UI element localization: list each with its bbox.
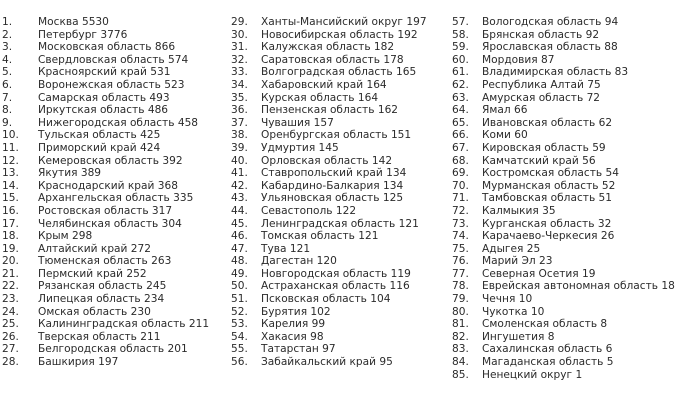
list-item (231, 306, 427, 319)
list-item-text: Красноярский край 531 (38, 66, 171, 79)
list-item-number: 4. (2, 53, 13, 66)
list-item-number: 74. (452, 230, 469, 243)
list-item (2, 268, 209, 281)
list-item-number: 14. (2, 179, 19, 192)
list-item-text: Саратовская область 178 (261, 53, 404, 66)
list-item-number: 9. (2, 116, 13, 129)
list-item-number: 51. (231, 293, 248, 306)
list-item-text: Тува 121 (261, 242, 311, 255)
list-item-text: Удмуртия 145 (261, 141, 339, 154)
list-item (2, 343, 209, 356)
list-item (452, 41, 675, 54)
list-item (231, 293, 427, 306)
list-item-number: 28. (2, 356, 19, 369)
list-item-number: 83. (452, 343, 469, 356)
list-item-text: Мордовия 87 (482, 53, 555, 66)
list-item-text: Владимирская область 83 (482, 66, 629, 79)
list-item-text: Пермский край 252 (38, 267, 147, 280)
list-item-number: 77. (452, 267, 469, 280)
list-item (231, 280, 427, 293)
list-item-text: Рязанская область 245 (38, 280, 167, 293)
list-item-text: Оренбургская область 151 (261, 129, 412, 142)
list-item-text: Пензенская область 162 (261, 104, 399, 117)
list-item-text: Костромская область 54 (482, 167, 620, 180)
list-item (231, 92, 427, 105)
list-item-text: Кабардино-Балкария 134 (261, 179, 404, 192)
list-item (231, 79, 427, 92)
list-item-number: 70. (452, 179, 469, 192)
list-item (452, 16, 675, 29)
list-item-text: Курская область 164 (261, 91, 379, 104)
list-item-text: Коми 60 (482, 129, 528, 142)
list-item-number: 80. (452, 305, 469, 318)
list-item (231, 129, 427, 142)
list-item-text: Хакасия 98 (261, 330, 324, 343)
list-item (2, 243, 209, 256)
list-item (2, 218, 209, 231)
list-item-text: Псковская область 104 (261, 293, 391, 306)
list-item-number: 23. (2, 293, 19, 306)
list-item (231, 41, 427, 54)
list-item (452, 218, 675, 231)
list-item (452, 29, 675, 42)
list-item-text: Республика Алтай 75 (482, 78, 601, 91)
list-item (452, 142, 675, 155)
list-item (231, 318, 427, 331)
list-item (231, 117, 427, 130)
list-item-text: Якутия 389 (38, 167, 102, 180)
list-item-text: Петербург 3776 (38, 28, 128, 41)
list-item-text: Иркутская область 486 (38, 104, 169, 117)
list-item (452, 293, 675, 306)
list-item-text: Чукотка 10 (482, 305, 545, 318)
list-item-number: 71. (452, 192, 469, 205)
list-item-text: Чувашия 157 (261, 116, 334, 129)
list-item (2, 255, 209, 268)
list-item-number: 43. (231, 192, 248, 205)
list-item-number: 73. (452, 217, 469, 230)
list-item-number: 57. (452, 16, 469, 28)
list-item-number: 49. (231, 267, 248, 280)
list-item (452, 369, 675, 382)
list-item-text: Нижегородская область 458 (38, 116, 199, 129)
list-item-text: Ивановская область 62 (482, 116, 613, 129)
list-item-text: Тамбовская область 51 (482, 192, 613, 205)
list-item-text: Тверская область 211 (38, 330, 161, 343)
list-item-number: 44. (231, 204, 248, 217)
list-column-3 (452, 16, 675, 381)
list-item (2, 142, 209, 155)
list-item-number: 85. (452, 368, 469, 381)
list-item (2, 280, 209, 293)
list-item (452, 255, 675, 268)
list-column-2 (231, 16, 427, 369)
list-item (452, 318, 675, 331)
list-item-number: 56. (231, 356, 248, 369)
list-item (2, 41, 209, 54)
list-item (231, 255, 427, 268)
list-item-text: Ленинградская область 121 (261, 217, 419, 230)
list-item-text: Ханты-Мансийский округ 197 (261, 16, 427, 28)
list-item-number: 42. (231, 179, 248, 192)
list-item (231, 142, 427, 155)
list-item-number: 68. (452, 154, 469, 167)
list-item-text: Забайкальский край 95 (261, 356, 393, 369)
list-item-text: Астраханская область 116 (261, 280, 410, 293)
list-item (2, 117, 209, 130)
list-item-number: 5. (2, 66, 13, 79)
list-item-text: Волгоградская область 165 (261, 66, 417, 79)
list-item-text: Камчатский край 56 (482, 154, 596, 167)
list-item-text: Орловская область 142 (261, 154, 393, 167)
list-item-text: Хабаровский край 164 (261, 78, 387, 91)
list-item-text: Омская область 230 (38, 305, 151, 318)
list-item-number: 3. (2, 41, 13, 54)
list-item-number: 64. (452, 104, 469, 117)
list-item-number: 33. (231, 66, 248, 79)
list-item (2, 230, 209, 243)
list-item-text: Крым 298 (38, 230, 93, 243)
list-item (231, 180, 427, 193)
list-item-number: 52. (231, 305, 248, 318)
list-item-number: 38. (231, 129, 248, 142)
list-item-number: 61. (452, 66, 469, 79)
list-item (2, 167, 209, 180)
list-item-text: Вологодская область 94 (482, 16, 619, 28)
list-item-number: 32. (231, 53, 248, 66)
list-item-text: Ингушетия 8 (482, 330, 555, 343)
list-item-text: Москва 5530 (38, 16, 109, 28)
list-item-number: 41. (231, 167, 248, 180)
list-item-number: 8. (2, 104, 13, 117)
list-item-number: 29. (231, 16, 248, 28)
list-item-number: 48. (231, 255, 248, 268)
list-item-text: Еврейская автономная область 18 (482, 280, 675, 293)
list-item-text: Тульская область 425 (38, 129, 161, 142)
list-item-number: 26. (2, 330, 19, 343)
list-item (452, 306, 675, 319)
list-item-text: Новгородская область 119 (261, 267, 411, 280)
list-item (2, 205, 209, 218)
list-item-number: 69. (452, 167, 469, 180)
list-item-text: Краснодарский край 368 (38, 179, 178, 192)
list-item-text: Ярославская область 88 (482, 41, 618, 54)
list-item (452, 243, 675, 256)
list-item (2, 54, 209, 67)
list-item (2, 192, 209, 205)
list-item-number: 11. (2, 141, 19, 154)
list-item-number: 75. (452, 242, 469, 255)
list-item-number: 78. (452, 280, 469, 293)
list-item-text: Кемеровская область 392 (38, 154, 183, 167)
list-item-number: 16. (2, 204, 19, 217)
list-item-text: Брянская область 92 (482, 28, 600, 41)
list-item-number: 27. (2, 343, 19, 356)
list-item-text: Севастополь 122 (261, 204, 357, 217)
list-item-text: Бурятия 102 (261, 305, 331, 318)
list-item-number: 58. (452, 28, 469, 41)
list-item-number: 39. (231, 141, 248, 154)
list-item-number: 22. (2, 280, 19, 293)
list-item-text: Дагестан 120 (261, 255, 337, 268)
list-item (452, 343, 675, 356)
list-item-text: Ненецкий округ 1 (482, 368, 583, 381)
list-item-number: 2. (2, 28, 13, 41)
list-item (452, 155, 675, 168)
list-item (2, 318, 209, 331)
list-item (452, 117, 675, 130)
list-item (2, 29, 209, 42)
list-item-number: 67. (452, 141, 469, 154)
list-item-number: 15. (2, 192, 19, 205)
list-item-text: Калининградская область 211 (38, 318, 210, 331)
list-item-number: 84. (452, 356, 469, 369)
list-item-text: Ульяновская область 125 (261, 192, 404, 205)
list-item-text: Карелия 99 (261, 318, 326, 331)
list-item-number: 60. (452, 53, 469, 66)
list-item-text: Ямал 66 (482, 104, 528, 117)
list-item-number: 21. (2, 267, 19, 280)
list-item-text: Марий Эл 23 (482, 255, 553, 268)
list-item (452, 92, 675, 105)
list-item (231, 218, 427, 231)
list-item-number: 82. (452, 330, 469, 343)
list-item (452, 192, 675, 205)
list-item (231, 343, 427, 356)
list-item-text: Новосибирская область 192 (261, 28, 418, 41)
list-item-text: Воронежская область 523 (38, 78, 185, 91)
list-item-number: 62. (452, 78, 469, 91)
list-item-number: 25. (2, 318, 19, 331)
list-item-text: Свердловская область 574 (38, 53, 189, 66)
list-item (2, 104, 209, 117)
list-item-number: 46. (231, 230, 248, 243)
list-item-text: Башкирия 197 (38, 356, 119, 369)
list-item (2, 16, 209, 29)
list-item (231, 268, 427, 281)
list-item-text: Амурская область 72 (482, 91, 601, 104)
list-item (2, 79, 209, 92)
list-item-number: 45. (231, 217, 248, 230)
list-item-number: 59. (452, 41, 469, 54)
list-item-text: Челябинская область 304 (38, 217, 182, 230)
list-item-text: Курганская область 32 (482, 217, 612, 230)
list-item (231, 104, 427, 117)
list-item-text: Магаданская область 5 (482, 356, 614, 369)
list-item-number: 17. (2, 217, 19, 230)
list-item-text: Самарская область 493 (38, 91, 170, 104)
list-item-number: 35. (231, 91, 248, 104)
list-item-text: Северная Осетия 19 (482, 267, 596, 280)
list-item (231, 230, 427, 243)
list-item (2, 306, 209, 319)
list-item-number: 34. (231, 78, 248, 91)
list-item (2, 66, 209, 79)
list-item-number: 24. (2, 305, 19, 318)
list-item-number: 37. (231, 116, 248, 129)
list-item (231, 205, 427, 218)
list-item-number: 50. (231, 280, 248, 293)
list-item-number: 18. (2, 230, 19, 243)
list-item (452, 331, 675, 344)
list-item (231, 356, 427, 369)
list-item (231, 54, 427, 67)
list-item (231, 192, 427, 205)
list-item (452, 129, 675, 142)
list-item-text: Тюменская область 263 (38, 255, 172, 268)
list-item (231, 16, 427, 29)
list-item (231, 155, 427, 168)
list-item-text: Калмыкия 35 (482, 204, 556, 217)
list-item (2, 155, 209, 168)
list-item (231, 66, 427, 79)
list-item-number: 81. (452, 318, 469, 331)
list-item (231, 167, 427, 180)
list-item-text: Ростовская область 317 (38, 204, 173, 217)
list-item (452, 66, 675, 79)
list-item (452, 54, 675, 67)
list-item-text: Карачаево-Черкесия 26 (482, 230, 615, 243)
list-item (2, 92, 209, 105)
list-item (452, 280, 675, 293)
list-item (452, 167, 675, 180)
list-item-number: 20. (2, 255, 19, 268)
list-item-number: 13. (2, 167, 19, 180)
list-item-number: 54. (231, 330, 248, 343)
list-item-text: Мурманская область 52 (482, 179, 616, 192)
list-item (2, 356, 209, 369)
list-item (452, 205, 675, 218)
list-item-text: Архангельская область 335 (38, 192, 194, 205)
list-item-text: Калужская область 182 (261, 41, 395, 54)
list-column-1 (2, 16, 209, 369)
list-item-text: Адыгея 25 (482, 242, 541, 255)
list-item (452, 180, 675, 193)
list-item-number: 79. (452, 293, 469, 306)
list-item-number: 53. (231, 318, 248, 331)
list-item-text: Смоленская область 8 (482, 318, 608, 331)
list-item-text: Московская область 866 (38, 41, 176, 54)
list-item (452, 356, 675, 369)
list-item-number: 36. (231, 104, 248, 117)
list-item-number: 76. (452, 255, 469, 268)
list-item-text: Липецкая область 234 (38, 293, 165, 306)
list-item-text: Кировская область 59 (482, 141, 606, 154)
list-item-text: Приморский край 424 (38, 141, 161, 154)
list-item-text: Белгородская область 201 (38, 343, 188, 356)
list-item-number: 19. (2, 242, 19, 255)
list-item-text: Сахалинская область 6 (482, 343, 613, 356)
list-item (2, 129, 209, 142)
list-item (2, 293, 209, 306)
list-item-number: 55. (231, 343, 248, 356)
list-item-number: 65. (452, 116, 469, 129)
list-item-number: 66. (452, 129, 469, 142)
list-item-number: 30. (231, 28, 248, 41)
list-item (2, 180, 209, 193)
list-item-number: 7. (2, 91, 13, 104)
list-item-number: 63. (452, 91, 469, 104)
list-item-number: 12. (2, 154, 19, 167)
list-item (452, 230, 675, 243)
list-item-text: Ставропольский край 134 (261, 167, 407, 180)
list-item-number: 31. (231, 41, 248, 54)
list-item-text: Чечня 10 (482, 293, 533, 306)
list-item (452, 79, 675, 92)
list-item-number: 6. (2, 78, 13, 91)
list-item-number: 72. (452, 204, 469, 217)
list-item-number: 10. (2, 129, 19, 142)
list-item-number: 40. (231, 154, 248, 167)
list-item (231, 331, 427, 344)
list-item (231, 243, 427, 256)
list-item (452, 104, 675, 117)
list-item-text: Томская область 121 (261, 230, 379, 243)
list-item-text: Алтайский край 272 (38, 242, 152, 255)
list-item-number: 47. (231, 242, 248, 255)
list-item (231, 29, 427, 42)
list-item (2, 331, 209, 344)
list-item-number: 1. (2, 16, 13, 28)
list-item (452, 268, 675, 281)
list-item-text: Татарстан 97 (261, 343, 336, 356)
